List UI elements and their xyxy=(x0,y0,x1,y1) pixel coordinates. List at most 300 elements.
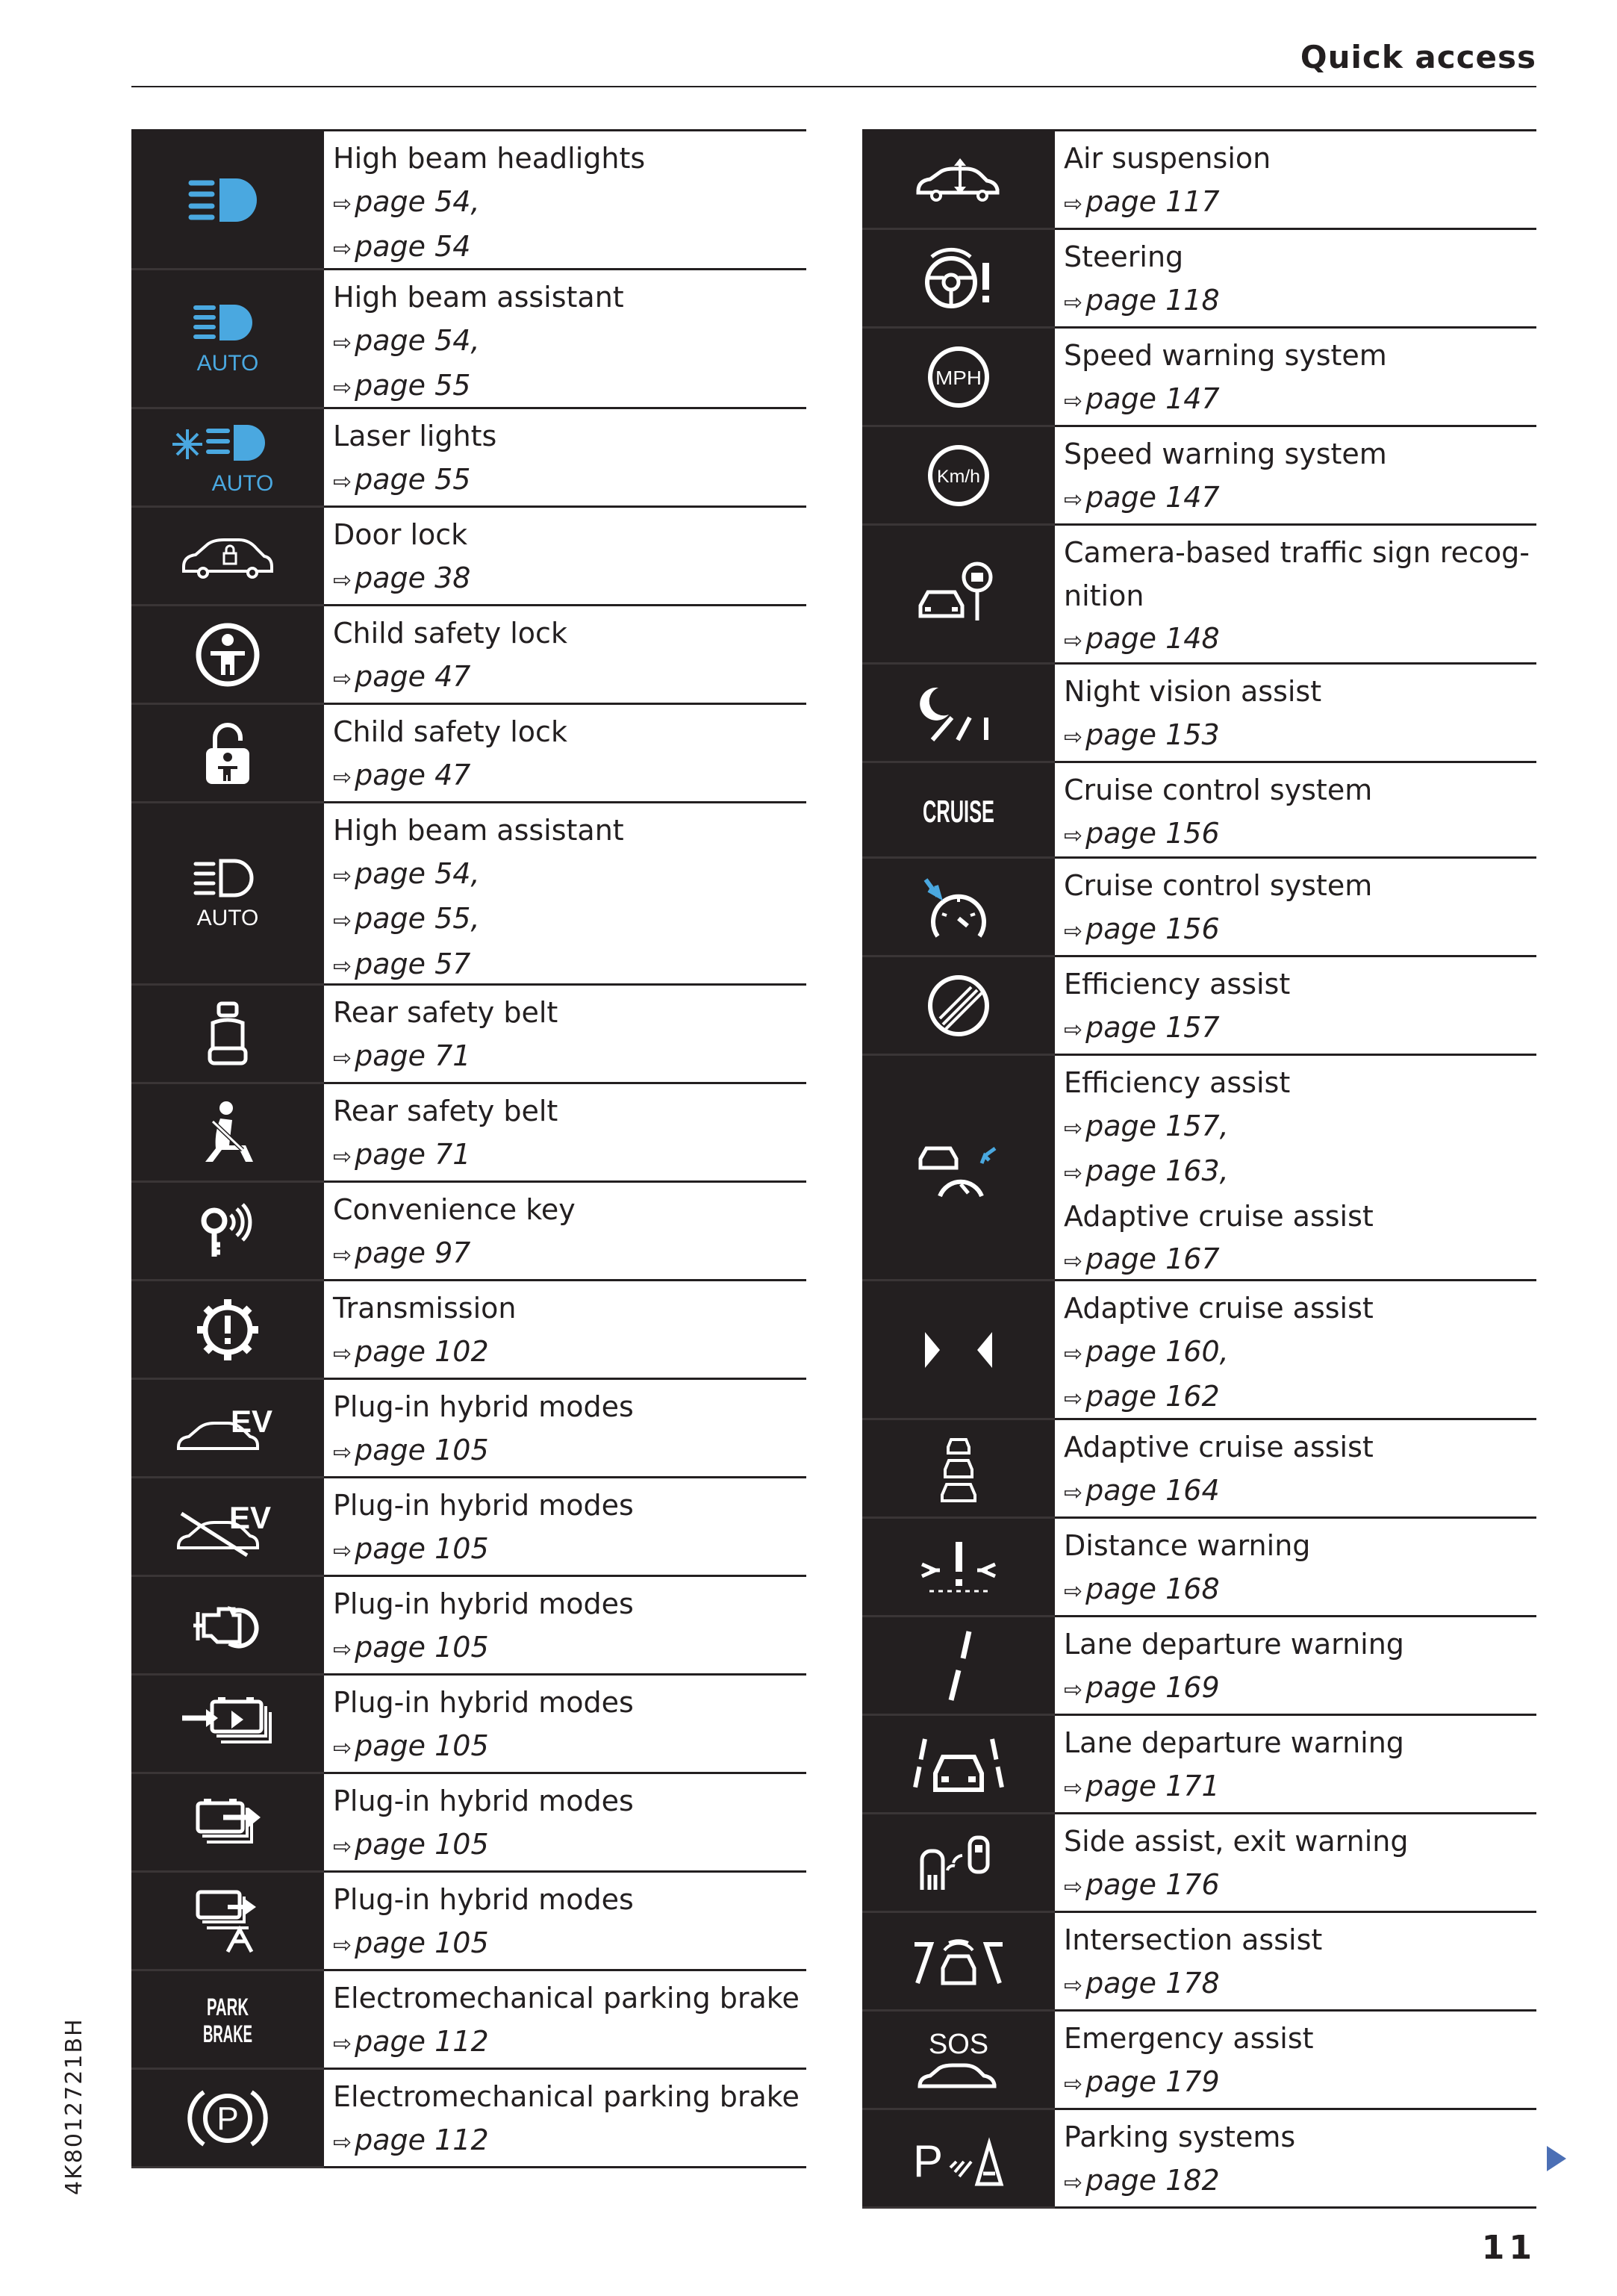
reference-arrow-icon: ⇨ xyxy=(1064,1972,1083,1999)
adaptive-cruise-car-icon xyxy=(862,1056,1055,1281)
page-reference-text: page 47 xyxy=(355,758,471,791)
page-reference-text: page 147 xyxy=(1085,382,1220,415)
page-reference-text: page 57 xyxy=(355,947,471,980)
page-reference[interactable] xyxy=(1064,1568,1536,1614)
symbol-description: Side assist, exit warning xyxy=(1064,1825,1409,1858)
symbol-description: Convenience key xyxy=(333,1193,576,1226)
reference-arrow-icon: ⇨ xyxy=(333,329,352,356)
steering-warning-icon xyxy=(862,230,1055,329)
reference-arrow-icon: ⇨ xyxy=(1064,1340,1083,1367)
page-reference[interactable] xyxy=(333,1331,806,1376)
symbol-description: Adaptive cruise assist xyxy=(1064,1431,1374,1463)
symbol-text-cell xyxy=(1055,1519,1536,1615)
page-reference[interactable] xyxy=(333,2119,806,2165)
page-reference-text: page 54, xyxy=(355,184,480,218)
symbol-description: Laser lights xyxy=(333,420,497,452)
page-reference[interactable] xyxy=(1064,1864,1536,1909)
engine-cycle-icon xyxy=(131,1577,324,1676)
side-assist-icon xyxy=(862,1814,1055,1913)
page-reference-text: page 162 xyxy=(1085,1380,1220,1413)
cruise-speedometer-icon xyxy=(862,859,1055,957)
reference-arrow-icon: ⇨ xyxy=(1064,1873,1083,1900)
symbol-description: Plug-in hybrid modes xyxy=(333,1489,634,1522)
symbol-text-cell xyxy=(324,1577,806,1673)
page-reference-text: page 54 xyxy=(355,230,471,263)
symbol-description: Distance warning xyxy=(1064,1529,1311,1562)
table-row xyxy=(131,508,806,606)
parking-systems-icon xyxy=(862,2110,1055,2209)
symbol-description: Emergency assist xyxy=(1064,2022,1314,2055)
parking-brake-p-icon xyxy=(131,2070,324,2168)
symbol-text-cell xyxy=(324,1478,806,1575)
table-row xyxy=(131,409,806,508)
table-row xyxy=(131,2070,806,2168)
page-reference-text: page 169 xyxy=(1085,1670,1220,1704)
page-reference[interactable] xyxy=(333,320,806,365)
page-reference[interactable] xyxy=(1064,1667,1536,1712)
park-brake-text-icon xyxy=(131,1971,324,2070)
symbol-table-left xyxy=(131,129,806,2168)
reference-arrow-icon: ⇨ xyxy=(333,1833,352,1860)
page-reference-text: page 118 xyxy=(1085,283,1220,317)
reference-arrow-icon: ⇨ xyxy=(333,567,352,594)
symbol-description: Cruise control system xyxy=(1064,869,1373,902)
page-reference-text: page 105 xyxy=(355,1827,489,1861)
symbol-description: Cruise control system xyxy=(1064,774,1373,806)
page-reference[interactable] xyxy=(333,1725,806,1770)
speed-mph-icon xyxy=(862,329,1055,427)
page-reference[interactable] xyxy=(1064,476,1536,522)
symbol-text-cell xyxy=(1055,131,1536,228)
table-row xyxy=(862,2012,1536,2110)
page-reference[interactable] xyxy=(333,1528,806,1573)
reference-arrow-icon: ⇨ xyxy=(1064,1115,1083,1142)
symbol-text-cell xyxy=(1055,1420,1536,1516)
page-reference[interactable] xyxy=(333,181,806,226)
symbol-description: Adaptive cruise assist xyxy=(1064,1199,1374,1233)
symbol-text-cell xyxy=(1055,859,1536,955)
symbol-text-cell xyxy=(1055,1617,1536,1714)
symbol-text-cell xyxy=(1055,526,1536,662)
reference-arrow-icon: ⇨ xyxy=(1064,388,1083,414)
page-reference-text: page 160, xyxy=(1085,1334,1229,1368)
page-reference-text: page 153 xyxy=(1085,718,1220,751)
table-row xyxy=(862,859,1536,957)
table-row xyxy=(862,131,1536,230)
page-reference-text: page 182 xyxy=(1085,2163,1220,2197)
reference-arrow-icon: ⇨ xyxy=(333,375,352,401)
page-reference-text: page 163, xyxy=(1085,1154,1229,1187)
page-reference-text: page 105 xyxy=(355,1926,489,1959)
battery-charge-out-icon xyxy=(131,1774,324,1873)
table-row xyxy=(131,986,806,1084)
symbol-description: Plug-in hybrid modes xyxy=(333,1587,634,1620)
table-row xyxy=(862,1716,1536,1814)
page-reference-text: page 179 xyxy=(1085,2065,1220,2098)
page-reference-text: page 156 xyxy=(1085,816,1220,850)
reference-arrow-icon: ⇨ xyxy=(1064,1386,1083,1412)
transmission-gear-icon xyxy=(131,1281,324,1380)
table-row xyxy=(131,1676,806,1774)
reference-arrow-icon: ⇨ xyxy=(1064,628,1083,654)
next-page-arrow-icon[interactable] xyxy=(1547,2146,1566,2171)
symbol-description: Speed warning system xyxy=(1064,438,1387,470)
page-reference-text: page 55 xyxy=(355,462,471,496)
symbol-description: High beam headlights xyxy=(333,142,646,175)
speed-kmh-icon xyxy=(862,427,1055,526)
page-reference[interactable] xyxy=(1064,617,1536,663)
table-row xyxy=(862,2110,1536,2209)
symbol-text-cell xyxy=(1055,230,1536,326)
reference-arrow-icon: ⇨ xyxy=(1064,190,1083,217)
symbol-description: Plug-in hybrid modes xyxy=(333,1390,634,1423)
symbol-description: Rear safety belt xyxy=(333,996,558,1029)
reference-arrow-icon: ⇨ xyxy=(333,1439,352,1466)
symbol-text-cell xyxy=(324,1183,806,1279)
page-reference[interactable] xyxy=(1064,181,1536,226)
page-reference-text: page 38 xyxy=(355,561,471,594)
symbol-description: Plug-in hybrid modes xyxy=(333,1785,634,1817)
table-row xyxy=(131,1478,806,1577)
page-reference[interactable] xyxy=(333,557,806,603)
symbol-description: Plug-in hybrid modes xyxy=(333,1883,634,1916)
symbol-text-cell xyxy=(324,508,806,604)
lane-line-icon xyxy=(862,1617,1055,1716)
svg-text:CRUISE: CRUISE xyxy=(923,793,994,829)
svg-text:AUTO: AUTO xyxy=(211,470,274,496)
symbol-description: Air suspension xyxy=(1064,142,1271,175)
symbol-table-right xyxy=(862,129,1536,2209)
reference-arrow-icon: ⇨ xyxy=(333,1340,352,1367)
symbol-text-cell xyxy=(324,1774,806,1870)
symbol-text-cell xyxy=(1055,427,1536,523)
reference-arrow-icon: ⇨ xyxy=(333,1636,352,1663)
page-section-title: Quick access xyxy=(1300,39,1536,75)
symbol-text-cell xyxy=(324,1676,806,1772)
car-ev-crossed-icon xyxy=(131,1478,324,1577)
table-row xyxy=(862,230,1536,329)
symbol-text-cell xyxy=(1055,2110,1536,2206)
symbol-description: Parking systems xyxy=(1064,2121,1296,2153)
reference-arrow-icon: ⇨ xyxy=(333,2030,352,2057)
symbol-description: Night vision assist xyxy=(1064,675,1322,708)
symbol-description: Electromechanical parking brake xyxy=(333,1982,800,2015)
page-reference[interactable] xyxy=(333,853,806,898)
symbol-text-cell xyxy=(324,2070,806,2166)
symbol-text-cell xyxy=(324,1281,806,1378)
symbol-description: High beam assistant xyxy=(333,281,624,314)
page-reference[interactable] xyxy=(1064,378,1536,423)
cars-queue-icon xyxy=(862,1420,1055,1519)
table-row xyxy=(131,270,806,409)
page-reference[interactable] xyxy=(1064,1007,1536,1052)
page-reference-text: page 55 xyxy=(355,369,471,402)
reference-arrow-icon: ⇨ xyxy=(333,665,352,692)
air-suspension-icon xyxy=(862,131,1055,230)
page-reference[interactable] xyxy=(333,225,806,271)
symbol-description: Camera-based traffic sign recog- xyxy=(1064,536,1530,569)
reference-arrow-icon: ⇨ xyxy=(333,236,352,262)
child-lock-circle-icon xyxy=(131,606,324,705)
symbol-description: Efficiency assist xyxy=(1064,1066,1291,1099)
reference-arrow-icon: ⇨ xyxy=(1064,1248,1083,1275)
page-reference-text: page 71 xyxy=(355,1137,471,1171)
seat-belt-icon xyxy=(131,1084,324,1183)
page-reference-text: page 164 xyxy=(1085,1473,1220,1507)
page-reference-text: page 105 xyxy=(355,1433,489,1466)
intersection-assist-icon xyxy=(862,1913,1055,2012)
symbol-text-cell xyxy=(324,1971,806,2068)
reference-arrow-icon: ⇨ xyxy=(333,1045,352,1071)
page-reference[interactable] xyxy=(333,1232,806,1278)
table-row xyxy=(862,427,1536,526)
header-rule xyxy=(131,86,1536,87)
page-reference[interactable] xyxy=(333,364,806,410)
page-reference[interactable] xyxy=(1064,1238,1536,1284)
page-reference[interactable] xyxy=(1064,1765,1536,1811)
page-reference[interactable] xyxy=(1064,1962,1536,2008)
page-reference-text: page 117 xyxy=(1085,184,1220,218)
page-reference[interactable] xyxy=(1064,2159,1536,2205)
page-reference-text: page 47 xyxy=(355,659,471,693)
page-reference[interactable] xyxy=(1064,1331,1536,1376)
reference-arrow-icon: ⇨ xyxy=(333,1242,352,1269)
symbol-description: Rear safety belt xyxy=(333,1095,558,1127)
page-reference[interactable] xyxy=(333,2020,806,2066)
page-reference-text: page 171 xyxy=(1085,1769,1220,1802)
page-reference[interactable] xyxy=(1064,279,1536,325)
page-reference-text: page 105 xyxy=(355,1729,489,1762)
page-reference[interactable] xyxy=(333,1922,806,1967)
symbol-text-cell xyxy=(1055,1913,1536,2009)
symbol-text-cell xyxy=(324,986,806,1082)
page-reference[interactable] xyxy=(333,656,806,701)
table-row xyxy=(862,1617,1536,1716)
reference-arrow-icon: ⇨ xyxy=(1064,1775,1083,1802)
distance-arrows-icon xyxy=(862,1281,1055,1420)
symbol-text-cell xyxy=(324,1873,806,1969)
page-reference[interactable] xyxy=(333,458,806,504)
page-reference-text: page 112 xyxy=(355,2024,489,2058)
symbol-text-cell xyxy=(324,409,806,505)
page-reference-text: page 148 xyxy=(1085,622,1220,655)
reference-arrow-icon: ⇨ xyxy=(1064,1479,1083,1506)
reference-arrow-icon: ⇨ xyxy=(333,908,352,934)
page-reference-text: page 112 xyxy=(355,2123,489,2156)
sos-car-icon xyxy=(862,2012,1055,2110)
page-reference[interactable] xyxy=(1064,1105,1536,1151)
page-reference[interactable] xyxy=(333,897,806,943)
car-ev-icon xyxy=(131,1380,324,1478)
page-reference-text: page 54, xyxy=(355,323,480,357)
page-reference[interactable] xyxy=(333,1429,806,1475)
page-reference[interactable] xyxy=(333,1626,806,1672)
table-row xyxy=(862,1056,1536,1281)
symbol-description: Lane departure warning xyxy=(1064,1726,1404,1759)
page-reference-text: page 54, xyxy=(355,856,480,890)
page-reference[interactable] xyxy=(333,1035,806,1080)
reference-arrow-icon: ⇨ xyxy=(1064,1016,1083,1043)
symbol-description: Intersection assist xyxy=(1064,1923,1323,1956)
table-row xyxy=(131,803,806,986)
table-row xyxy=(862,329,1536,427)
symbol-description: Plug-in hybrid modes xyxy=(333,1686,634,1719)
symbol-text-cell xyxy=(1055,2012,1536,2108)
battery-charge-in-icon xyxy=(131,1676,324,1774)
page-reference-text: page 157, xyxy=(1085,1109,1229,1142)
symbol-description: Lane departure warning xyxy=(1064,1628,1404,1661)
high-beam-blue-icon xyxy=(131,131,324,270)
symbol-text-cell xyxy=(1055,665,1536,761)
symbol-description: nition xyxy=(1064,579,1144,612)
reference-arrow-icon: ⇨ xyxy=(333,764,352,791)
table-row xyxy=(131,1577,806,1676)
table-row xyxy=(131,1380,806,1478)
reference-arrow-icon: ⇨ xyxy=(1064,2071,1083,2097)
page-reference-text: page 105 xyxy=(355,1531,489,1565)
reference-arrow-icon: ⇨ xyxy=(1064,918,1083,945)
car-door-lock-icon xyxy=(131,508,324,606)
high-beam-auto-white-icon xyxy=(131,803,324,986)
page-reference-text: page 167 xyxy=(1085,1242,1220,1275)
symbol-description: Door lock xyxy=(333,518,468,551)
page-reference[interactable] xyxy=(1064,1469,1536,1515)
svg-text:AUTO: AUTO xyxy=(196,350,259,376)
efficiency-assist-icon xyxy=(862,957,1055,1056)
page-reference[interactable] xyxy=(1064,812,1536,858)
svg-text:EV: EV xyxy=(230,1403,273,1439)
symbol-text-cell xyxy=(324,705,806,801)
page-reference-text: page 97 xyxy=(355,1236,471,1269)
table-row xyxy=(862,957,1536,1056)
svg-text:EV: EV xyxy=(228,1499,272,1535)
svg-text:Km/h: Km/h xyxy=(937,466,980,487)
page-reference-text: page 178 xyxy=(1085,1966,1220,2000)
page-reference-text: page 156 xyxy=(1085,912,1220,945)
page-reference[interactable] xyxy=(1064,1150,1536,1195)
reference-arrow-icon: ⇨ xyxy=(333,862,352,889)
svg-text:P: P xyxy=(912,2135,944,2186)
symbol-text-cell xyxy=(1055,763,1536,856)
page-reference-text: page 157 xyxy=(1085,1010,1220,1044)
symbol-description: Transmission xyxy=(333,1292,517,1325)
svg-text:BRAKE: BRAKE xyxy=(203,2020,252,2047)
symbol-text-cell xyxy=(1055,329,1536,425)
table-row xyxy=(131,1084,806,1183)
high-beam-auto-blue-icon xyxy=(131,270,324,409)
page-reference-text: page 168 xyxy=(1085,1572,1220,1605)
reference-arrow-icon: ⇨ xyxy=(1064,822,1083,849)
symbol-text-cell xyxy=(324,1084,806,1180)
symbol-description: Child safety lock xyxy=(333,617,567,650)
night-vision-icon xyxy=(862,665,1055,763)
distance-warning-icon xyxy=(862,1519,1055,1617)
symbol-text-cell xyxy=(324,606,806,703)
table-row xyxy=(862,1420,1536,1519)
table-row xyxy=(862,1814,1536,1913)
laser-light-auto-icon xyxy=(131,409,324,508)
table-row xyxy=(131,705,806,803)
page-reference-text: page 55, xyxy=(355,902,480,935)
reference-arrow-icon: ⇨ xyxy=(333,1537,352,1564)
reference-arrow-icon: ⇨ xyxy=(1064,2169,1083,2196)
reference-arrow-icon: ⇨ xyxy=(333,468,352,495)
page-reference-text: page 71 xyxy=(355,1039,471,1072)
table-row xyxy=(131,606,806,705)
symbol-text-cell xyxy=(1055,957,1536,1054)
reference-arrow-icon: ⇨ xyxy=(333,2129,352,2156)
symbol-description: Steering xyxy=(1064,240,1184,273)
reference-arrow-icon: ⇨ xyxy=(1064,289,1083,316)
symbol-description: Speed warning system xyxy=(1064,339,1387,372)
page-reference[interactable] xyxy=(333,1823,806,1869)
table-row xyxy=(862,1519,1536,1617)
page-reference-text: page 102 xyxy=(355,1334,489,1368)
reference-arrow-icon: ⇨ xyxy=(1064,1676,1083,1703)
table-row xyxy=(131,1183,806,1281)
svg-text:P: P xyxy=(216,2100,239,2137)
symbol-text-cell xyxy=(324,270,806,407)
svg-text:SOS: SOS xyxy=(928,2028,989,2060)
page-reference[interactable] xyxy=(333,943,806,989)
symbol-text-cell xyxy=(324,1380,806,1476)
reference-arrow-icon: ⇨ xyxy=(1064,1578,1083,1605)
symbol-description: Child safety lock xyxy=(333,715,567,748)
symbol-text-cell xyxy=(1055,1814,1536,1911)
table-row xyxy=(862,526,1536,665)
symbol-text-cell xyxy=(1055,1281,1536,1418)
page-reference[interactable] xyxy=(333,1133,806,1179)
table-row xyxy=(131,1774,806,1873)
table-row xyxy=(131,131,806,270)
page-reference[interactable] xyxy=(1064,2061,1536,2106)
page-reference[interactable] xyxy=(1064,714,1536,759)
symbol-text-cell xyxy=(324,803,806,983)
page-reference-text: page 147 xyxy=(1085,480,1220,514)
battery-road-icon xyxy=(131,1873,324,1971)
page-number: 11 xyxy=(1481,2229,1536,2267)
reference-arrow-icon: ⇨ xyxy=(1064,1160,1083,1186)
symbol-text-cell xyxy=(1055,1056,1536,1279)
symbol-text-cell xyxy=(324,131,806,268)
page-reference-text: page 176 xyxy=(1085,1867,1220,1901)
rear-seat-icon xyxy=(131,986,324,1084)
reference-arrow-icon: ⇨ xyxy=(1064,724,1083,750)
page-reference[interactable] xyxy=(1064,908,1536,953)
symbol-text-cell xyxy=(1055,1716,1536,1812)
table-row xyxy=(862,763,1536,859)
reference-arrow-icon: ⇨ xyxy=(333,1932,352,1959)
reference-arrow-icon: ⇨ xyxy=(333,190,352,217)
svg-text:PARK: PARK xyxy=(207,1993,249,2020)
page-reference[interactable] xyxy=(333,754,806,800)
table-row xyxy=(862,1913,1536,2012)
reference-arrow-icon: ⇨ xyxy=(1064,486,1083,513)
svg-text:AUTO: AUTO xyxy=(196,905,259,930)
reference-arrow-icon: ⇨ xyxy=(333,1143,352,1170)
table-row xyxy=(131,1971,806,2070)
svg-text:MPH: MPH xyxy=(935,366,982,389)
document-code: 4K8012721BH xyxy=(61,2017,87,2195)
symbol-description: Efficiency assist xyxy=(1064,968,1291,1001)
page-reference[interactable] xyxy=(1064,1375,1536,1421)
table-row xyxy=(862,665,1536,763)
child-lock-padlock-icon xyxy=(131,705,324,803)
symbol-description: Electromechanical parking brake xyxy=(333,2080,800,2113)
cruise-text-icon xyxy=(862,763,1055,859)
lane-car-icon xyxy=(862,1716,1055,1814)
reference-arrow-icon: ⇨ xyxy=(333,953,352,980)
